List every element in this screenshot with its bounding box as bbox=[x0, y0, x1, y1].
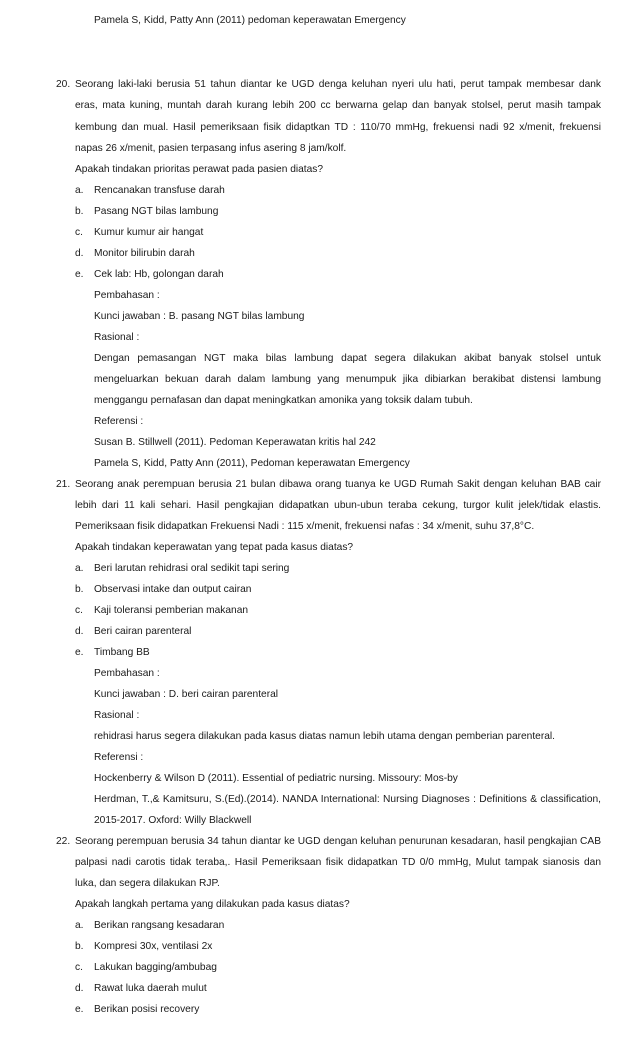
answer-key: Kunci jawaban : D. beri cairan parenteral bbox=[94, 689, 279, 700]
reference-item: Pamela S, Kidd, Patty Ann (2011), Pedoman keperawatan Emergency bbox=[94, 458, 410, 469]
question-text-line: palpasi nadi carotis tidak teraba,. Hasil Pemeriksaan fisik didapatkan TD 0/0 mmHg, Mulut tampak sianosis dan bbox=[75, 857, 601, 868]
option-letter: c. bbox=[75, 962, 83, 973]
question-text-line: Seorang anak perempuan berusia 21 bulan dibawa orang tuanya ke UGD Rumah Sakit dengan keluhan BAB cair bbox=[75, 479, 601, 490]
option-letter: c. bbox=[75, 227, 83, 238]
option-letter: d. bbox=[75, 983, 84, 994]
question-number: 21. bbox=[56, 479, 71, 490]
option-text: Observasi intake dan output cairan bbox=[94, 584, 252, 595]
reference-item: 2015-2017. Oxford: Willy Blackwell bbox=[94, 815, 252, 826]
rasional-label: Rasional : bbox=[94, 710, 140, 721]
question-text-line: kembung dan mual. Hasil pemeriksaan fisik didaptkan TD : 110/70 mmHg, frekuensi nadi 92 x/menit, frekuensi bbox=[75, 122, 601, 133]
option-letter: e. bbox=[75, 1004, 84, 1015]
option-text: Berikan posisi recovery bbox=[94, 1004, 200, 1015]
question-prompt: Apakah tindakan keperawatan yang tepat pada kasus diatas? bbox=[75, 542, 354, 553]
question-prompt: Apakah langkah pertama yang dilakukan pada kasus diatas? bbox=[75, 899, 350, 910]
question-text-line: napas 26 x/menit, pasien terpasang infus asering 8 jam/kolf. bbox=[75, 143, 347, 154]
option-text: Kompresi 30x, ventilasi 2x bbox=[94, 941, 213, 952]
option-text: Cek lab: Hb, golongan darah bbox=[94, 269, 224, 280]
option-text: Pasang NGT bilas lambung bbox=[94, 206, 219, 217]
option-text: Beri larutan rehidrasi oral sedikit tapi sering bbox=[94, 563, 290, 574]
rasional-text-line: rehidrasi harus segera dilakukan pada kasus diatas namun lebih utama dengan pemberian parenteral. bbox=[94, 731, 555, 742]
rasional-text-line: mengeluarkan bekuan darah dalam lambung yang menumpuk jika dibiarkan berakibat distensi lambung bbox=[94, 374, 601, 385]
referensi-label: Referensi : bbox=[94, 416, 144, 427]
option-letter: e. bbox=[75, 269, 84, 280]
option-letter: e. bbox=[75, 647, 84, 658]
question-number: 22. bbox=[56, 836, 71, 847]
option-text: Lakukan bagging/ambubag bbox=[94, 962, 217, 973]
reference-item: Hockenberry & Wilson D (2011). Essential of pediatric nursing. Missoury: Mos-by bbox=[94, 773, 458, 784]
option-letter: a. bbox=[75, 920, 84, 931]
question-text-line: Seorang laki-laki berusia 51 tahun diantar ke UGD denga keluhan nyeri ulu hati, perut tampak membesar dank bbox=[75, 79, 601, 90]
rasional-text-line: menggangu pernafasan dan dapat meningkatkan amonika yang toksik dalam tubuh. bbox=[94, 395, 473, 406]
option-letter: c. bbox=[75, 605, 83, 616]
option-letter: b. bbox=[75, 206, 84, 217]
question-text-line: lebih dari 11 kali sehari. Hasil pengkajian didapatkan ubun-ubun teraba cekung, turgor kulit jelek/tidak elastis. bbox=[75, 500, 601, 511]
option-text: Monitor bilirubin darah bbox=[94, 248, 195, 259]
top-reference: Pamela S, Kidd, Patty Ann (2011) pedoman keperawatan Emergency bbox=[94, 15, 406, 26]
option-text: Rencanakan transfuse darah bbox=[94, 185, 225, 196]
option-letter: b. bbox=[75, 941, 84, 952]
option-text: Kaji toleransi pemberian makanan bbox=[94, 605, 249, 616]
option-letter: d. bbox=[75, 248, 84, 259]
question-number: 20. bbox=[56, 79, 71, 90]
referensi-label: Referensi : bbox=[94, 752, 144, 763]
option-text: Beri cairan parenteral bbox=[94, 626, 192, 637]
reference-item: Herdman, T.,& Kamitsuru, S.(Ed).(2014). NANDA International: Nursing Diagnoses : Definitions & classification, bbox=[94, 794, 601, 805]
rasional-text-line: Dengan pemasangan NGT maka bilas lambung dapat segera dilakukan akibat banyak stolsel untuk bbox=[94, 353, 601, 364]
option-letter: a. bbox=[75, 185, 84, 196]
question-text-line: eras, mata kuning, muntah darah kurang lebih 200 cc berwarna gelap dan banyak stolsel, perut masih tampak bbox=[75, 100, 601, 111]
question-text-line: luka, dan segera dilakukan RJP. bbox=[75, 878, 220, 889]
option-text: Kumur kumur air hangat bbox=[94, 227, 204, 238]
pembahasan-label: Pembahasan : bbox=[94, 290, 160, 301]
pembahasan-label: Pembahasan : bbox=[94, 668, 160, 679]
option-text: Rawat luka daerah mulut bbox=[94, 983, 207, 994]
question-prompt: Apakah tindakan prioritas perawat pada pasien diatas? bbox=[75, 164, 324, 175]
option-text: Timbang BB bbox=[94, 647, 150, 658]
reference-item: Susan B. Stillwell (2011). Pedoman Keperawatan kritis hal 242 bbox=[94, 437, 376, 448]
question-text-line: Seorang perempuan berusia 34 tahun diantar ke UGD dengan keluhan penurunan kesadaran, hasil pengkajian CAB bbox=[75, 836, 601, 847]
answer-key: Kunci jawaban : B. pasang NGT bilas lambung bbox=[94, 311, 305, 322]
option-letter: a. bbox=[75, 563, 84, 574]
option-letter: d. bbox=[75, 626, 84, 637]
question-text-line: Pemeriksaan fisik didapatkan Frekuensi Nadi : 115 x/menit, frekuensi nafas : 34 x/menit, suhu 37,8°C. bbox=[75, 521, 535, 532]
option-text: Berikan rangsang kesadaran bbox=[94, 920, 225, 931]
rasional-label: Rasional : bbox=[94, 332, 140, 343]
option-letter: b. bbox=[75, 584, 84, 595]
